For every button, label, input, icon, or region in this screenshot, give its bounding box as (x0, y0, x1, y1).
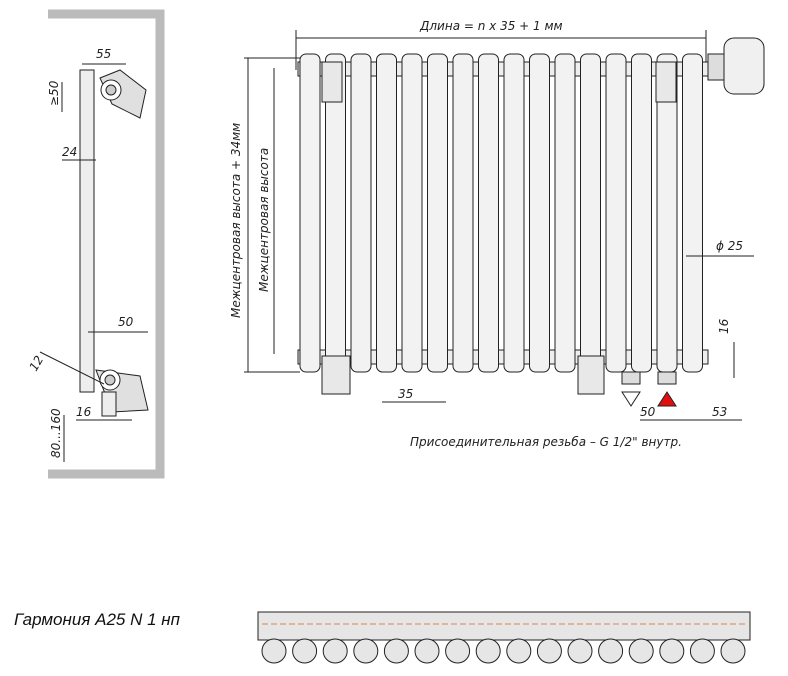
dim-ge50: ≥50 (47, 80, 61, 106)
model-icon-bar (258, 612, 750, 640)
radiator-column (530, 54, 550, 372)
model-icon-column (354, 639, 378, 663)
dim-length: Длина = n x 35 + 1 мм (420, 19, 563, 33)
model-icon-columns (262, 639, 745, 663)
connection-2 (658, 372, 676, 384)
model-icon-column (507, 639, 531, 663)
model-icon-column (690, 639, 714, 663)
radiator-column (581, 54, 601, 372)
model-icon-column (721, 639, 745, 663)
radiator-column (402, 54, 422, 372)
model-icon-column (415, 639, 439, 663)
model-icon-column (384, 639, 408, 663)
bracket-top-left (322, 62, 342, 102)
model-icon-column (323, 639, 347, 663)
bracket-bottom-left (322, 356, 350, 394)
radiator-column (300, 54, 320, 372)
radiator-column (504, 54, 524, 372)
dim-35: 35 (398, 387, 414, 401)
radiator-column (555, 54, 575, 372)
side-column (80, 70, 94, 392)
bracket-bottom-mid (578, 356, 604, 394)
valve-body (708, 54, 724, 80)
radiator-column (606, 54, 626, 372)
dim-55: 55 (96, 47, 112, 61)
radiator-column (428, 54, 448, 372)
model-icon-column (568, 639, 592, 663)
model-icon-column (262, 639, 286, 663)
dim-center-height: Межцентровая высота (257, 147, 271, 292)
flow-in-arrow (658, 392, 676, 406)
model-icon-column (660, 639, 684, 663)
model-icon-column (446, 639, 470, 663)
model-icon-column (629, 639, 653, 663)
model-icon-column (476, 639, 500, 663)
radiator-column (377, 54, 397, 372)
model-icon-column (293, 639, 317, 663)
model-icon-column (599, 639, 623, 663)
dim-50-front: 50 (640, 405, 656, 419)
model-name: Гармония A25 N 1 нп (14, 610, 180, 629)
dim-12: 12 (26, 353, 47, 374)
radiator-column (453, 54, 473, 372)
dim-50-side: 50 (118, 315, 134, 329)
model-icon-column (537, 639, 561, 663)
front-view (244, 30, 764, 420)
radiator-column (683, 54, 703, 372)
valve-head (724, 38, 764, 94)
flow-out-arrow (622, 392, 640, 406)
dim-24: 24 (62, 145, 78, 159)
dim-16-front: 16 (717, 318, 731, 334)
thread-note: Присоединительная резьба – G 1/2" внутр. (410, 435, 682, 449)
bracket-top-right (656, 62, 676, 102)
columns (300, 54, 703, 372)
radiator-column (632, 54, 652, 372)
model-icon (258, 612, 750, 663)
connection-1 (622, 372, 640, 384)
dim-diameter: ϕ 25 (716, 239, 743, 253)
dim-80-160: 80...160 (49, 408, 63, 458)
radiator-column (479, 54, 499, 372)
radiator-column (351, 54, 371, 372)
dim-center-height-plus: Межцентровая высота + 34мм (229, 122, 243, 318)
dim-16-side: 16 (76, 405, 92, 419)
dim-53: 53 (712, 405, 728, 419)
